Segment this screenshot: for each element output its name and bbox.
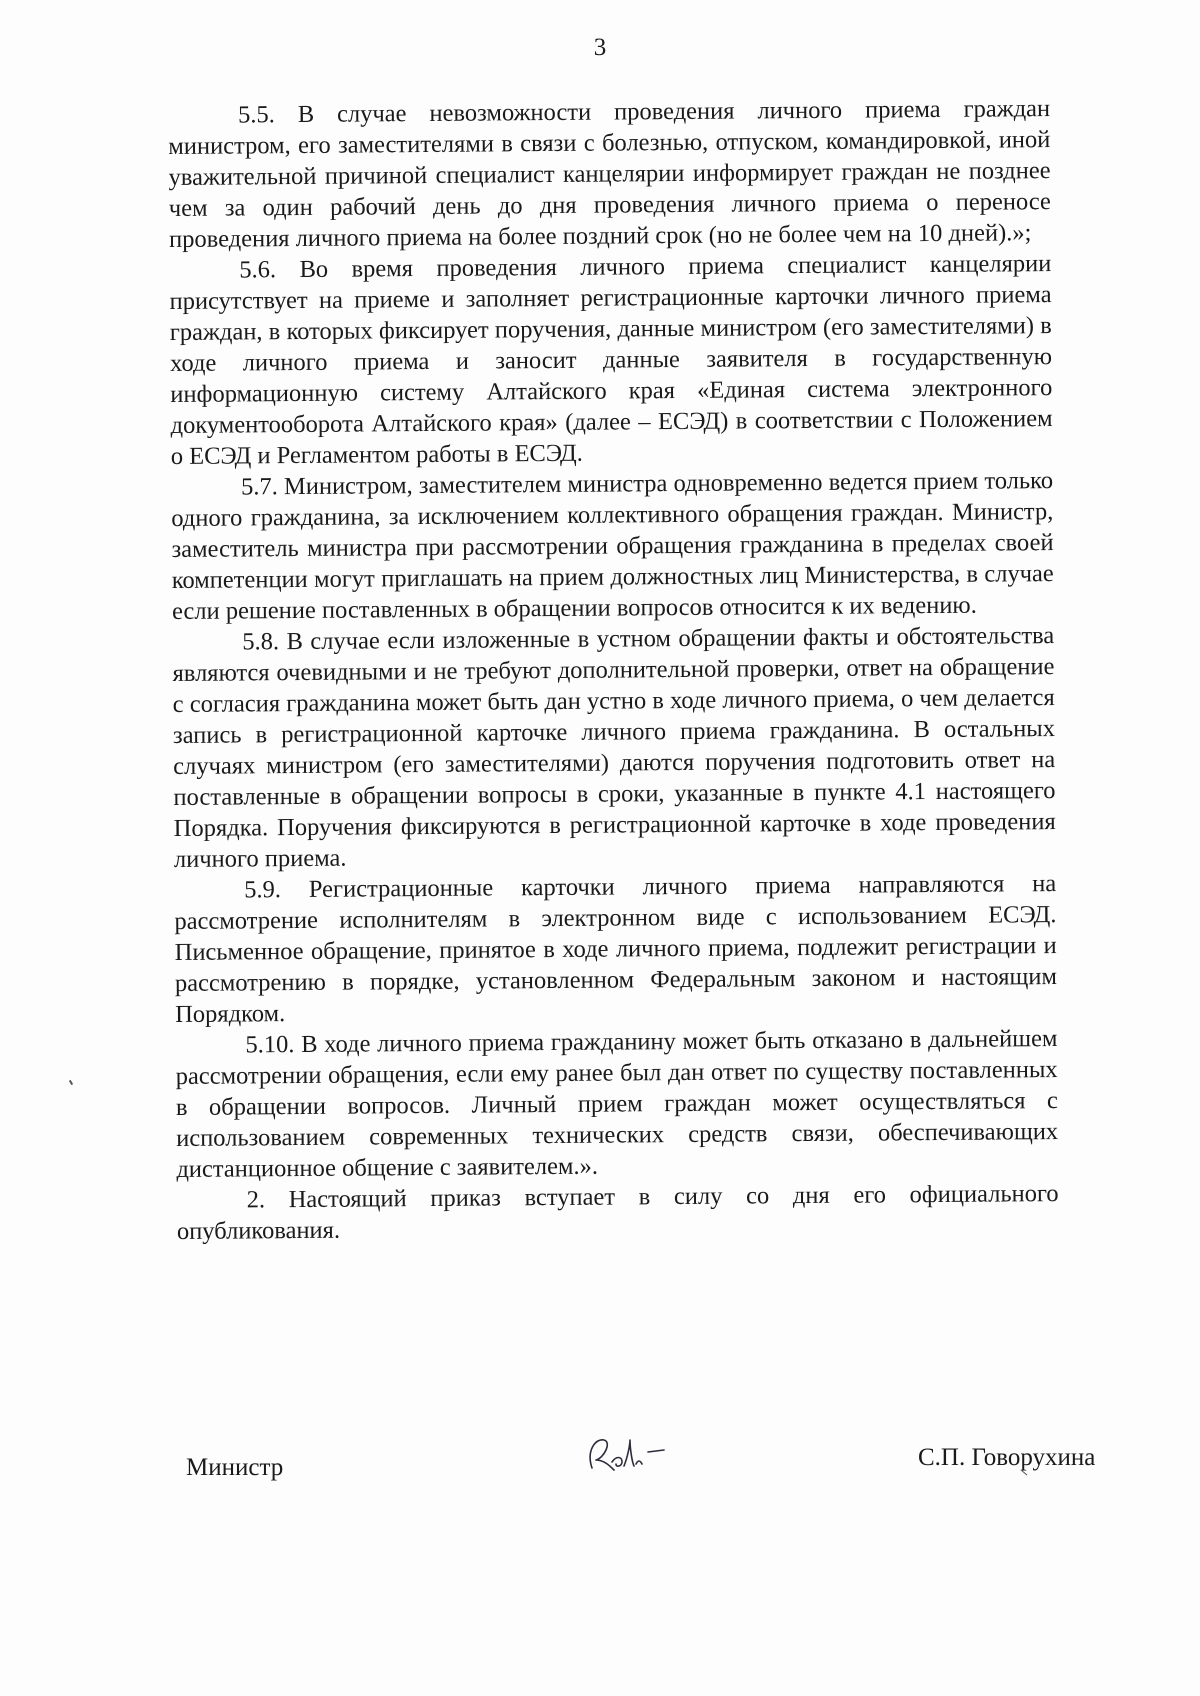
paragraph-5-6: 5.6. Во время проведения личного приема специалист канцелярии присутствует на приеме и заполняет регистрационные карточки личного приема граждан, в которых фиксирует поручения, данные министром (его заместителями) в ходе личного приема и заносит данные заявителя в государственную информационную систему Алтайского края «Единая система электронного документооборота Алтайского края» (далее – ЕСЭД) в соответствии с Положением о ЕСЭД и Регламентом работы в ЕСЭД. [169, 250, 1053, 470]
signatory-title: Министр [186, 1454, 284, 1481]
paragraph-5-5: 5.5. В случае невозможности проведения личного приема граждан министром, его заместителями в связи с болезнью, отпуском, командировкой, иной уважительной причиной специалист канцелярии информирует граждан не позднее чем за один рабочий день до дня проведения личного приема о переносе проведения личного приема на более поздний срок (но не более чем на 10 дней).»; [168, 95, 1051, 253]
document-body [168, 93, 1059, 1247]
page-number: 3 [593, 34, 607, 61]
scan-artifact [69, 1080, 73, 1085]
paragraph-5-9: 5.9. Регистрационные карточки личного приема направляются на рассмотрение исполнителям в электронном виде с использованием ЕСЭД. Письменное обращение, принятое в ходе личного приема, подлежит регистрации и рассмотрению в порядке, установленном Федеральным законом и настоящим Порядком. [174, 870, 1058, 1028]
signatory-name: С.П. Говорухина [918, 1444, 1096, 1471]
paragraph-5-7: 5.7. Министром, заместителем министра одновременно ведется прием только одного гражданина, за исключением коллективного обращения граждан. Министр, заместитель министра при рассмотрении обращения гражданина в пределах своей компетенции могут приглашать на прием должностных лиц Министерства, в случае если решение поставленных в обращении вопросов относится к их ведению. [171, 467, 1054, 625]
paragraph-5-8: 5.8. В случае если изложенные в устном обращении факты и обстоятельства являются очевидными и не требуют дополнительной проверки, ответ на обращение с согласия гражданина может быть дан устно в ходе личного приема, о чем делается запись в регистрационной карточке личного приема гражданина. В остальных случаях министром (его заместителями) даются поручения подготовить ответ на поставленные в обращении вопросы в сроки, указанные в пункте 4.1 настоящего Порядка. Поручения фиксируются в регистрационной карточке в ходе проведения личного приема. [172, 622, 1056, 873]
signature-block [0, 1430, 1200, 1490]
handwritten-signature [578, 1430, 678, 1478]
paragraph-2-effective-date: 2. Настоящий приказ вступает в силу со дня его официального опубликования. [176, 1180, 1059, 1245]
paragraph-5-10: 5.10. В ходе личного приема гражданину может быть отказано в дальнейшем рассмотрении обращения, если ему ранее был дан ответ по существу поставленных в обращении вопросов. Личный прием граждан может осуществляться с использованием современных технических средств связи, обеспечивающих дистанционное общение с заявителем.». [175, 1025, 1059, 1183]
